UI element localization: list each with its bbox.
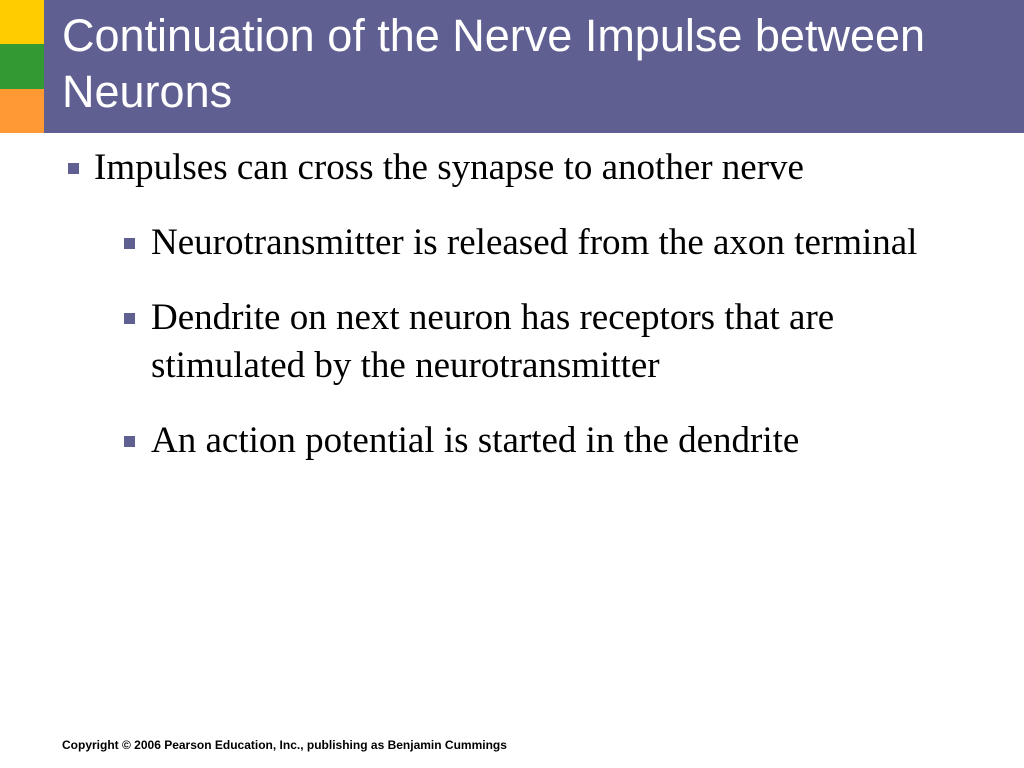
sub-bullet-item xyxy=(0,294,951,390)
square-bullet-icon xyxy=(124,436,135,447)
accent-stripe-green xyxy=(0,44,44,89)
bullet-text: An action potential is started in the dendrite xyxy=(151,420,800,461)
accent-stripe-orange xyxy=(0,89,44,133)
copyright-footer: Copyright © 2006 Pearson Education, Inc., publishing as Benjamin Cummings xyxy=(62,738,507,752)
square-bullet-icon xyxy=(124,238,135,249)
sub-bullet-item xyxy=(0,219,951,267)
bullet-item xyxy=(0,144,984,192)
sub-bullet-item xyxy=(0,417,951,465)
accent-stripe-yellow xyxy=(0,0,44,44)
slide-content xyxy=(0,140,1024,465)
square-bullet-icon xyxy=(124,313,135,324)
bullet-text: Impulses can cross the synapse to another nerve xyxy=(94,147,804,188)
square-bullet-icon xyxy=(68,163,79,174)
slide-title: Continuation of the Nerve Impulse between Neurons xyxy=(62,10,926,117)
bullet-text: Dendrite on next neuron has receptors that are stimulated by the neurotransmitter xyxy=(151,297,835,386)
bullet-text: Neurotransmitter is released from the axon terminal xyxy=(151,222,918,263)
